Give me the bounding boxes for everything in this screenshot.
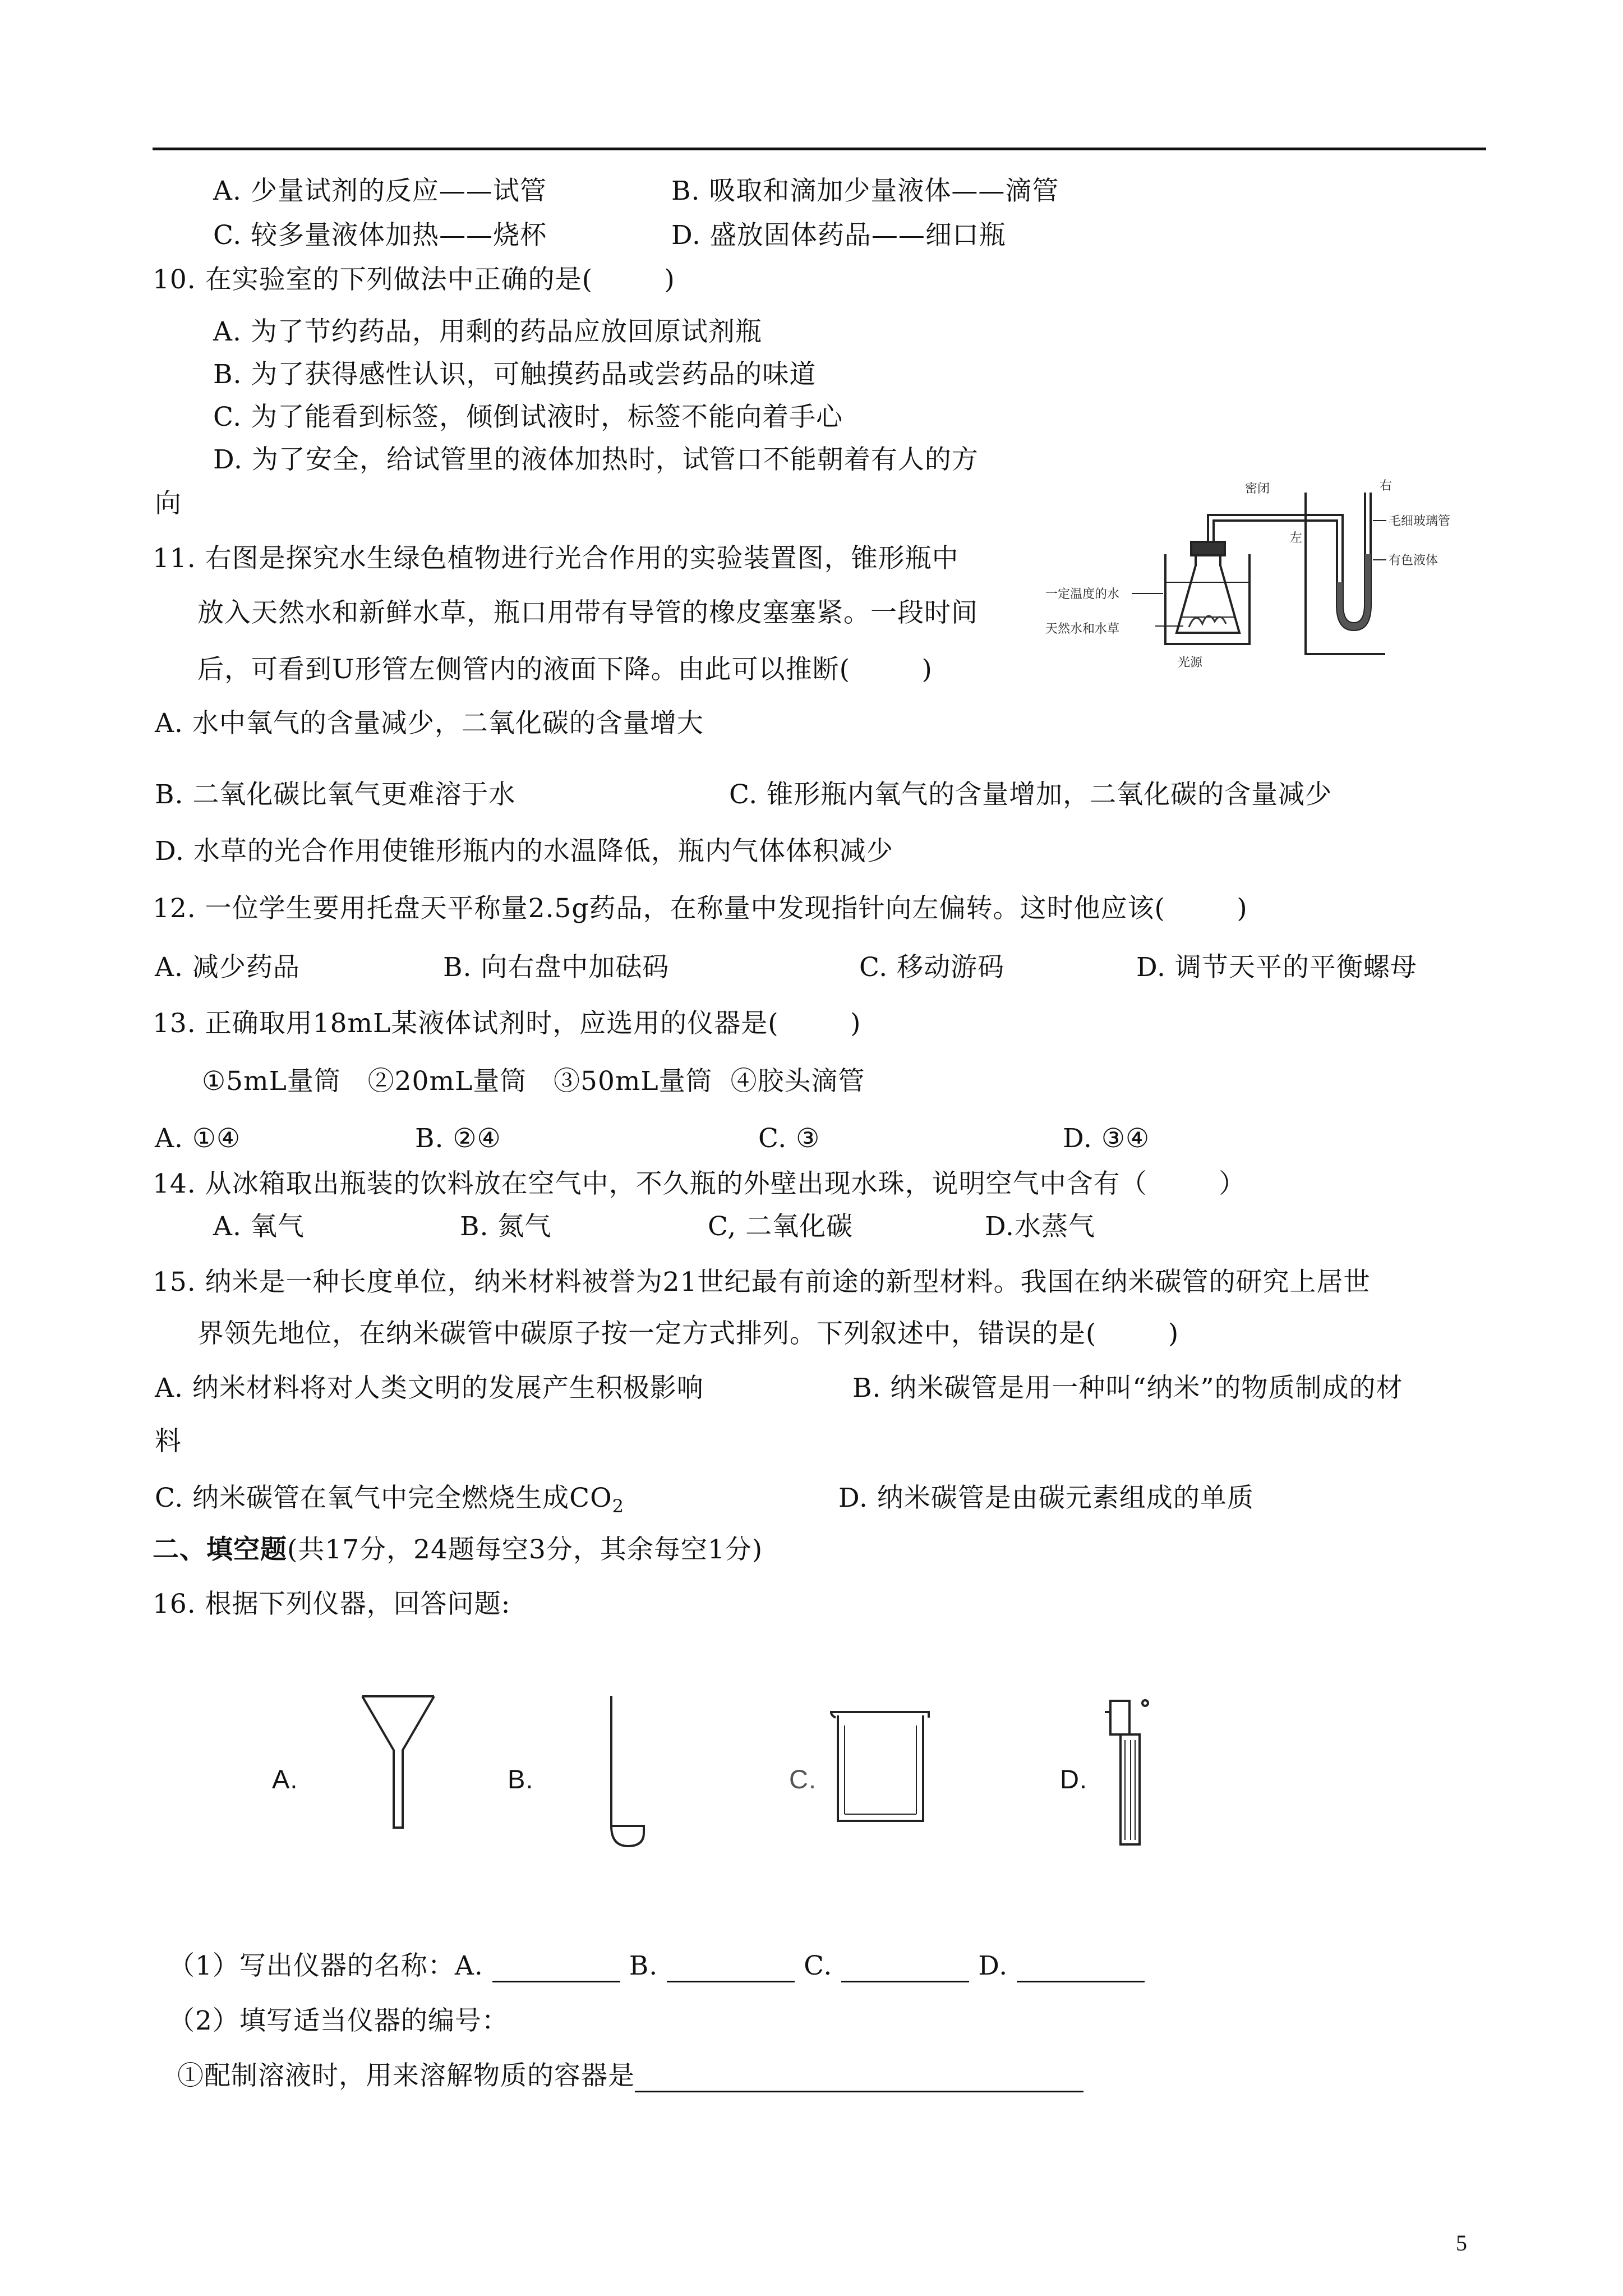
q11-option-c: C. 锥形瓶内氧气的含量增加，二氧化碳的含量减少 xyxy=(729,779,1332,810)
q15-option-b-line2: 料 xyxy=(155,1426,182,1457)
figure-label-capillary: 毛细玻璃管 xyxy=(1389,514,1451,528)
q15-option-a: A. 纳米材料将对人类文明的发展产生积极影响 xyxy=(155,1373,704,1404)
q15-stem-line2: 界领先地位，在纳米碳管中碳原子按一定方式排列。下列叙述中，错误的是( ) xyxy=(197,1318,1179,1349)
answer-blank-dissolving-container[interactable] xyxy=(635,2065,1083,2092)
q12-option-d: D. 调节天平的平衡螺母 xyxy=(1136,952,1417,983)
q12-stem: 12. 一位学生要用托盘天平称量2.5g药品，在称量中发现指针向左偏转。这时他应该( ) xyxy=(153,893,1248,924)
q13-option-c: C. ③ xyxy=(758,1123,820,1154)
test-tube-holder-icon xyxy=(1099,1690,1161,1852)
q15-stem-line1: 15. 纳米是一种长度单位，纳米材料被誉为21世纪最有前途的新型材料。我国在纳米碳管的研究上居世 xyxy=(153,1267,1371,1297)
q10-option-d-line2: 向 xyxy=(155,488,182,519)
q11-option-d: D. 水草的光合作用使锥形瓶内的水温降低，瓶内气体体积减少 xyxy=(155,836,893,867)
q16-part2-item1: ①配制溶液时，用来溶解物质的容器是 xyxy=(177,2060,1083,2092)
answer-blank-d[interactable] xyxy=(1017,1955,1145,1982)
instrument-label-a: A. xyxy=(272,1764,298,1794)
q13-option-d: D. ③④ xyxy=(1063,1123,1150,1154)
q11-option-a: A. 水中氧气的含量减少，二氧化碳的含量增大 xyxy=(155,708,704,739)
instrument-label-c: C. xyxy=(789,1764,817,1794)
figure-label-natural-water: 天然水和水草 xyxy=(1045,622,1120,636)
instrument-label-b: B. xyxy=(508,1764,534,1794)
q10-option-c: C. 为了能看到标签，倾倒试液时，标签不能向着手心 xyxy=(213,402,843,432)
q9-option-d: D. 盛放固体药品——细口瓶 xyxy=(671,220,1006,251)
q14-option-c: C, 二氧化碳 xyxy=(708,1211,854,1242)
q10-stem: 10. 在实验室的下列做法中正确的是( ) xyxy=(153,264,675,295)
q16-stem: 16. 根据下列仪器，回答问题: xyxy=(153,1589,511,1619)
figure-label-light: 光源 xyxy=(1178,656,1203,670)
q10-option-b: B. 为了获得感性认识，可触摸药品或尝药品的味道 xyxy=(213,359,817,390)
q12-option-c: C. 移动游码 xyxy=(859,952,1005,983)
instrument-label-d: D. xyxy=(1060,1764,1087,1794)
combustion-spoon-icon xyxy=(600,1691,662,1860)
figure-label-left: 左 xyxy=(1290,531,1303,545)
q12-option-b: B. 向右盘中加砝码 xyxy=(443,952,670,983)
answer-blank-a[interactable] xyxy=(492,1955,620,1982)
q12-option-a: A. 减少药品 xyxy=(155,952,300,983)
page-number: 5 xyxy=(1456,2230,1467,2256)
q9-option-b: B. 吸取和滴加少量液体——滴管 xyxy=(671,176,1059,206)
q14-option-a: A. 氧气 xyxy=(213,1211,305,1242)
beaker-icon xyxy=(830,1710,931,1828)
q9-option-c: C. 较多量液体加热——烧杯 xyxy=(213,220,547,251)
figure-label-sealed: 密闭 xyxy=(1245,482,1270,496)
figure-label-colored-liquid: 有色液体 xyxy=(1389,554,1438,568)
q14-option-b: B. 氮气 xyxy=(460,1211,552,1242)
q15-option-d: D. 纳米碳管是由碳元素组成的单质 xyxy=(838,1483,1254,1513)
q16-part2: （2）填写适当仪器的编号： xyxy=(168,2005,509,2036)
q16-part1: （1）写出仪器的名称：A. B. C. D. xyxy=(168,1950,1145,1982)
q13-option-b: B. ②④ xyxy=(415,1123,501,1154)
q11-stem-line1: 11. 右图是探究水生绿色植物进行光合作用的实验装置图，锥形瓶中 xyxy=(153,543,959,574)
q14-option-d: D.水蒸气 xyxy=(985,1211,1095,1242)
section-heading xyxy=(153,1534,763,1566)
section-title: 二、填空题 xyxy=(153,1534,287,1565)
figure-label-right: 右 xyxy=(1380,479,1393,493)
co2-subscript: 2 xyxy=(612,1496,625,1517)
q13-stem: 13. 正确取用18mL某液体试剂时，应选用的仪器是( ) xyxy=(153,1008,861,1039)
q14-stem: 14. 从冰箱取出瓶装的饮料放在空气中，不久瓶的外壁出现水珠，说明空气中含有（ ） xyxy=(153,1168,1246,1199)
header-rule xyxy=(153,148,1486,150)
q13-items: ①5mL量筒 ②20mL量筒 ③50mL量筒 ④胶头滴管 xyxy=(202,1066,865,1097)
q10-option-d-line1: D. 为了安全，给试管里的液体加热时，试管口不能朝着有人的方 xyxy=(213,444,979,475)
q15-option-c: C. 纳米碳管在氧气中完全燃烧生成$CO_2$ xyxy=(155,1483,625,1517)
q13-option-a: A. ①④ xyxy=(155,1123,241,1154)
section-note: (共17分，24题每空3分，其余每空1分) xyxy=(287,1534,763,1565)
q9-option-a: A. 少量试剂的反应——试管 xyxy=(213,176,547,206)
q11-option-b: B. 二氧化碳比氧气更难溶于水 xyxy=(155,779,516,810)
funnel-icon xyxy=(359,1688,437,1834)
answer-blank-c[interactable] xyxy=(841,1955,969,1982)
photosynthesis-apparatus-figure xyxy=(1043,470,1458,678)
q10-option-a: A. 为了节约药品，用剩的药品应放回原试剂瓶 xyxy=(213,316,762,347)
figure-label-warm-water: 一定温度的水 xyxy=(1045,587,1120,601)
q11-stem-line3: 后，可看到U形管左侧管内的液面下降。由此可以推断( ) xyxy=(197,654,933,685)
answer-blank-b[interactable] xyxy=(667,1955,795,1982)
q15-option-b-line1: B. 纳米碳管是用一种叫“纳米”的物质制成的材 xyxy=(852,1373,1403,1404)
q11-stem-line2: 放入天然水和新鲜水草，瓶口用带有导管的橡皮塞塞紧。一段时间 xyxy=(197,597,978,628)
